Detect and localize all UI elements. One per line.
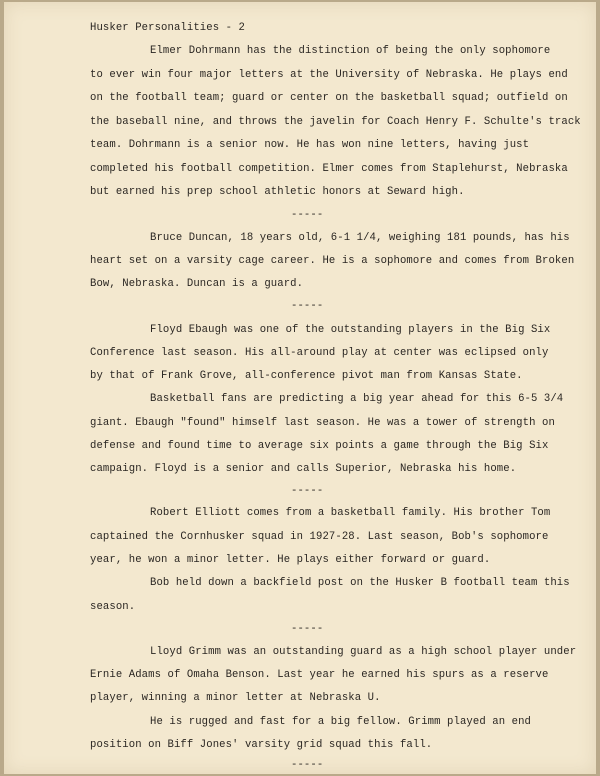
- paragraph-line: the baseball nine, and throws the javelin for Coach Henry F. Schulte's track: [90, 116, 581, 128]
- section-separator: -----: [291, 623, 324, 635]
- paragraph-line: position on Biff Jones' varsity grid squad this fall.: [90, 739, 433, 751]
- paragraph-line: Ernie Adams of Omaha Benson. Last year he earned his spurs as a reserve: [90, 669, 549, 681]
- section-separator: -----: [291, 759, 324, 771]
- paragraph-line: completed his football competition. Elmer comes from Staplehurst, Nebraska: [90, 163, 568, 175]
- paragraph-line: captained the Cornhusker squad in 1927-28. Last season, Bob's sophomore: [90, 531, 549, 543]
- paragraph-line: Floyd Ebaugh was one of the outstanding players in the Big Six: [150, 324, 551, 336]
- paragraph-line: Lloyd Grimm was an outstanding guard as a high school player under: [150, 646, 577, 658]
- paragraph-line: campaign. Floyd is a senior and calls Superior, Nebraska his home.: [90, 463, 517, 475]
- paragraph-line: by that of Frank Grove, all-conference pivot man from Kansas State.: [90, 370, 523, 382]
- paragraph-line: season.: [90, 601, 136, 613]
- paragraph-line: year, he won a minor letter. He plays either forward or guard.: [90, 554, 491, 566]
- paragraph-line: Robert Elliott comes from a basketball family. His brother Tom: [150, 507, 551, 519]
- document-page: [4, 2, 596, 774]
- paragraph-line: Conference last season. His all-around play at center was eclipsed only: [90, 347, 549, 359]
- paragraph-line: Bruce Duncan, 18 years old, 6-1 1/4, weighing 181 pounds, has his: [150, 232, 570, 244]
- paragraph-line: Elmer Dohrmann has the distinction of being the only sophomore: [150, 45, 551, 57]
- paragraph-line: on the football team; guard or center on the basketball squad; outfield on: [90, 92, 568, 104]
- typed-document: [4, 2, 596, 774]
- paragraph-line: Bow, Nebraska. Duncan is a guard.: [90, 278, 304, 290]
- paragraph-line: giant. Ebaugh "found" himself last season. He was a tower of strength on: [90, 417, 555, 429]
- page-header: Husker Personalities - 2: [90, 22, 245, 34]
- paragraph-line: team. Dohrmann is a senior now. He has won nine letters, having just: [90, 139, 530, 151]
- paragraph-line: player, winning a minor letter at Nebraska U.: [90, 692, 381, 704]
- paragraph-line: but earned his prep school athletic honors at Seward high.: [90, 186, 465, 198]
- section-separator: -----: [291, 209, 324, 221]
- section-separator: -----: [291, 300, 324, 312]
- section-separator: -----: [291, 485, 324, 497]
- paragraph-line: He is rugged and fast for a big fellow. Grimm played an end: [150, 716, 531, 728]
- paragraph-line: defense and found time to average six points a game through the Big Six: [90, 440, 549, 452]
- paragraph-line: Bob held down a backfield post on the Husker B football team this: [150, 577, 570, 589]
- paragraph-line: Basketball fans are predicting a big year ahead for this 6-5 3/4: [150, 393, 564, 405]
- paragraph-line: heart set on a varsity cage career. He is a sophomore and comes from Broken: [90, 255, 575, 267]
- paragraph-line: to ever win four major letters at the University of Nebraska. He plays end: [90, 69, 568, 81]
